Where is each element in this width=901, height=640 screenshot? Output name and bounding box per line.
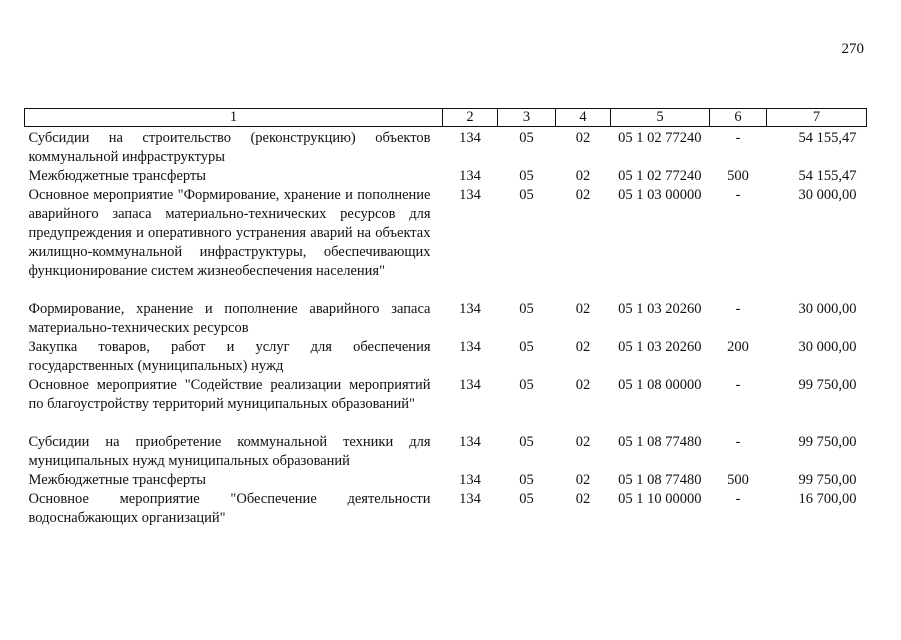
header-col-6: 6 — [710, 109, 767, 127]
header-col-1: 1 — [25, 109, 443, 127]
row-col-5: 05 1 03 20260 — [618, 339, 702, 355]
header-col-7: 7 — [767, 109, 867, 127]
row-name: Закупка товаров, работ и услуг для обеспечения государственных (муниципальных) нужд — [28, 339, 431, 374]
row-col-3: 05 — [519, 187, 534, 203]
table-body — [25, 127, 867, 529]
table-row — [25, 338, 867, 376]
row-name: Межбюджетные трансферты — [28, 472, 207, 488]
row-col-6: - — [735, 434, 741, 450]
header-col-4: 4 — [556, 109, 611, 127]
row-col-2: 134 — [459, 472, 481, 488]
row-col-4: 02 — [575, 491, 591, 507]
row-col-4: 02 — [575, 434, 591, 450]
row-col-6: 500 — [727, 472, 749, 488]
row-col-3: 05 — [519, 472, 534, 488]
table-header — [25, 109, 867, 127]
row-col-4: 02 — [575, 472, 591, 488]
row-col-7: 30 000,00 — [798, 301, 857, 317]
row-col-3: 05 — [519, 130, 534, 146]
header-row — [25, 109, 867, 127]
row-col-7: 54 155,47 — [798, 168, 857, 184]
row-col-5: 05 1 02 77240 — [618, 168, 702, 184]
row-col-2: 134 — [459, 491, 481, 507]
table-row — [25, 186, 867, 300]
row-col-4: 02 — [575, 301, 591, 317]
header-col-5: 5 — [611, 109, 710, 127]
row-col-3: 05 — [519, 168, 534, 184]
row-col-6: - — [735, 491, 741, 507]
table-row — [25, 127, 867, 168]
row-col-2: 134 — [459, 130, 481, 146]
row-col-5: 05 1 08 77480 — [618, 472, 702, 488]
row-col-2: 134 — [459, 434, 481, 450]
row-col-6: - — [735, 130, 741, 146]
row-col-6: - — [735, 377, 741, 393]
row-name: Субсидии на строительство (реконструкцию) объектов коммунальной инфраструктуры — [28, 130, 431, 165]
row-col-2: 134 — [459, 187, 481, 203]
row-col-5: 05 1 08 77480 — [618, 434, 702, 450]
row-col-3: 05 — [519, 377, 534, 393]
row-name: Субсидии на приобретение коммунальной техники для муниципальных нужд муниципальных образований — [28, 434, 431, 469]
row-col-2: 134 — [459, 301, 481, 317]
row-col-5: 05 1 03 20260 — [618, 301, 702, 317]
row-col-4: 02 — [575, 187, 591, 203]
row-col-3: 05 — [519, 491, 534, 507]
row-col-2: 134 — [459, 339, 481, 355]
row-col-5: 05 1 10 00000 — [618, 491, 702, 507]
row-name: Основное мероприятие "Формирование, хранение и пополнение аварийного запаса материально-технических ресурсов для предупреждения и оперативного устранения аварий на объектах жилищно-коммунальной инфраструктуры, обеспечивающих функционирование систем жизнеобеспечения населения" — [28, 187, 431, 279]
row-col-4: 02 — [575, 130, 591, 146]
row-col-5: 05 1 08 00000 — [618, 377, 702, 393]
row-col-7: 16 700,00 — [798, 491, 857, 507]
row-col-3: 05 — [519, 434, 534, 450]
row-col-6: - — [735, 187, 741, 203]
row-col-7: 54 155,47 — [798, 130, 857, 146]
table-row — [25, 471, 867, 490]
table-row — [25, 433, 867, 471]
row-col-4: 02 — [575, 168, 591, 184]
budget-table — [24, 108, 867, 528]
row-col-2: 134 — [459, 168, 481, 184]
row-col-5: 05 1 03 00000 — [618, 187, 702, 203]
table-row — [25, 300, 867, 338]
row-col-7: 99 750,00 — [798, 472, 857, 488]
row-col-7: 30 000,00 — [798, 339, 857, 355]
row-col-6: - — [735, 301, 741, 317]
row-name: Межбюджетные трансферты — [28, 168, 207, 184]
row-col-4: 02 — [575, 377, 591, 393]
table-row — [25, 167, 867, 186]
row-name: Основное мероприятие "Обеспечение деятельности водоснабжающих организаций" — [28, 491, 431, 526]
row-name: Основное мероприятие "Содействие реализации мероприятий по благоустройству территорий муниципальных образований" — [28, 377, 431, 412]
row-name: Формирование, хранение и пополнение аварийного запаса материально-технических ресурсов — [28, 301, 431, 336]
row-col-3: 05 — [519, 339, 534, 355]
table-row — [25, 490, 867, 528]
row-col-5: 05 1 02 77240 — [618, 130, 702, 146]
row-col-4: 02 — [575, 339, 591, 355]
table-row — [25, 376, 867, 433]
row-col-6: 200 — [727, 339, 749, 355]
row-col-7: 30 000,00 — [798, 187, 857, 203]
row-col-7: 99 750,00 — [798, 377, 857, 393]
row-col-6: 500 — [727, 168, 749, 184]
page-number: 270 — [841, 41, 864, 57]
row-col-2: 134 — [459, 377, 481, 393]
row-col-3: 05 — [519, 301, 534, 317]
header-col-3: 3 — [498, 109, 556, 127]
row-col-7: 99 750,00 — [798, 434, 857, 450]
header-col-2: 2 — [443, 109, 498, 127]
